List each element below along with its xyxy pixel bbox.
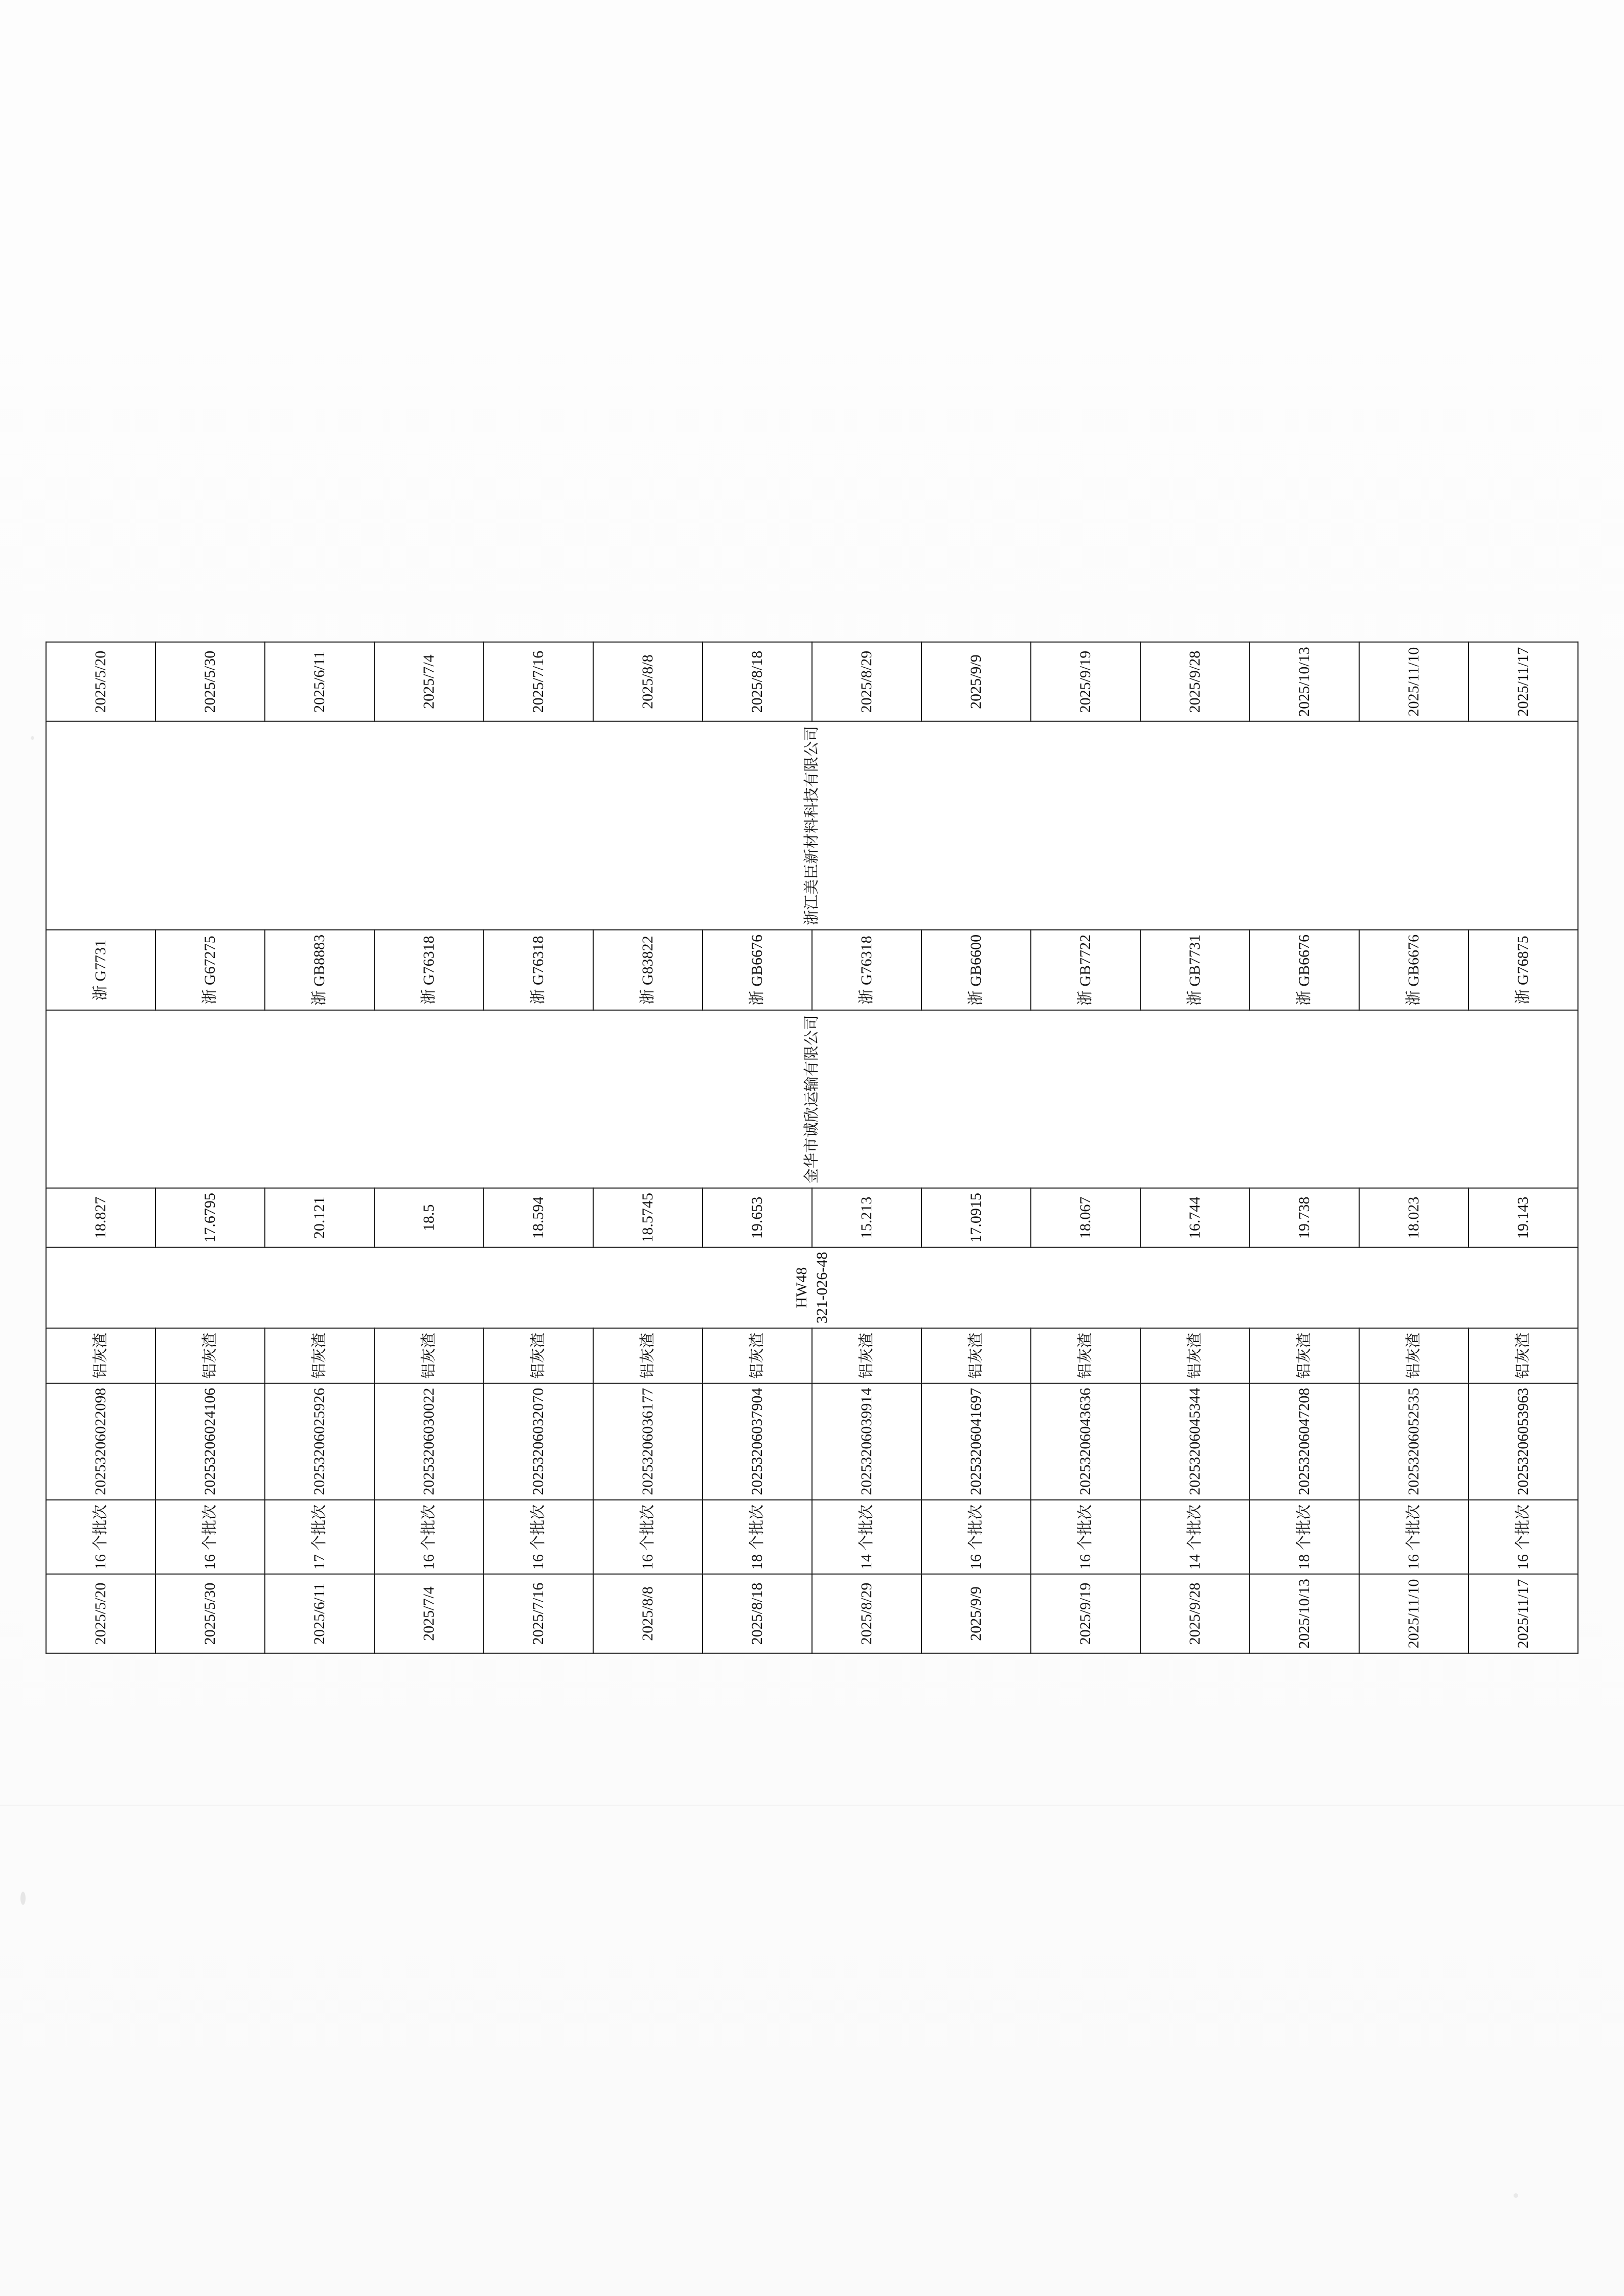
cell-weight: 18.5 bbox=[374, 1188, 484, 1247]
cell-weight: 19.738 bbox=[1250, 1188, 1359, 1247]
cell-date-in: 2025/7/16 bbox=[484, 642, 593, 721]
cell-weight: 17.6795 bbox=[155, 1188, 265, 1247]
cell-date-out: 2025/8/8 bbox=[593, 1574, 703, 1653]
cell-waste-name: 铝灰渣 bbox=[593, 1328, 703, 1383]
cell-plate: 浙 GB6676 bbox=[1359, 930, 1469, 1010]
cell-waste-name: 铝灰渣 bbox=[265, 1328, 374, 1383]
cell-waste-name: 铝灰渣 bbox=[374, 1328, 484, 1383]
cell-plate: 浙 GB6676 bbox=[1250, 930, 1359, 1010]
scan-speck bbox=[1514, 2193, 1518, 2198]
cell-date-in: 2025/6/11 bbox=[265, 642, 374, 721]
cell-waste-name: 铝灰渣 bbox=[921, 1328, 1031, 1383]
cell-date-in: 2025/7/4 bbox=[374, 642, 484, 721]
cell-batches: 18 个批次 bbox=[1250, 1500, 1359, 1575]
cell-plate: 浙 GB7731 bbox=[1140, 930, 1250, 1010]
cell-manifest-no: 20253206025926 bbox=[265, 1383, 374, 1500]
cell-date-in: 2025/10/13 bbox=[1250, 642, 1359, 721]
cell-plate: 浙 G67275 bbox=[155, 930, 265, 1010]
cell-batches: 14 个批次 bbox=[812, 1500, 921, 1575]
cell-weight: 18.023 bbox=[1359, 1188, 1469, 1247]
cell-date-in: 2025/8/29 bbox=[812, 642, 921, 721]
cell-date-out: 2025/9/9 bbox=[921, 1574, 1031, 1653]
cell-batches: 16 个批次 bbox=[1031, 1500, 1140, 1575]
cell-weight: 18.067 bbox=[1031, 1188, 1140, 1247]
cell-plate: 浙 GB7722 bbox=[1031, 930, 1140, 1010]
scan-speck bbox=[31, 736, 34, 740]
cell-date-in: 2025/5/30 bbox=[155, 642, 265, 721]
cell-plate: 浙 GB6676 bbox=[703, 930, 812, 1010]
cell-date-in: 2025/11/10 bbox=[1359, 642, 1469, 721]
cell-date-in: 2025/9/28 bbox=[1140, 642, 1250, 721]
cell-date-in: 2025/8/8 bbox=[593, 642, 703, 721]
cell-date-out: 2025/11/17 bbox=[1469, 1574, 1578, 1653]
cell-date-out: 2025/8/18 bbox=[703, 1574, 812, 1653]
cell-waste-name: 铝灰渣 bbox=[1359, 1328, 1469, 1383]
cell-waste-name: 铝灰渣 bbox=[46, 1328, 155, 1383]
cell-batches: 16 个批次 bbox=[46, 1500, 155, 1575]
table-body bbox=[46, 642, 1578, 1653]
cell-date-out: 2025/9/19 bbox=[1031, 1574, 1140, 1653]
cell-waste-name: 铝灰渣 bbox=[812, 1328, 921, 1383]
cell-batches: 16 个批次 bbox=[593, 1500, 703, 1575]
cell-manifest-no: 20253206030022 bbox=[374, 1383, 484, 1500]
cell-date-in: 2025/8/18 bbox=[703, 642, 812, 721]
cell-waste-name: 铝灰渣 bbox=[1469, 1328, 1578, 1383]
cell-weight: 18.827 bbox=[46, 1188, 155, 1247]
waste-category-code: HW48 bbox=[793, 1267, 810, 1308]
cell-batches: 16 个批次 bbox=[374, 1500, 484, 1575]
cell-manifest-no: 20253206032070 bbox=[484, 1383, 593, 1500]
cell-date-in: 2025/9/19 bbox=[1031, 642, 1140, 721]
cell-date-out: 2025/7/16 bbox=[484, 1574, 593, 1653]
table-row bbox=[46, 642, 155, 1653]
cell-waste-name: 铝灰渣 bbox=[1250, 1328, 1359, 1383]
cell-date-out: 2025/9/28 bbox=[1140, 1574, 1250, 1653]
cell-date-in: 2025/5/20 bbox=[46, 642, 155, 721]
cell-weight: 19.653 bbox=[703, 1188, 812, 1247]
cell-manifest-no: 20253206053963 bbox=[1469, 1383, 1578, 1500]
cell-weight: 18.594 bbox=[484, 1188, 593, 1247]
cell-weight: 18.5745 bbox=[593, 1188, 703, 1247]
cell-waste-name: 铝灰渣 bbox=[484, 1328, 593, 1383]
cell-date-out: 2025/5/20 bbox=[46, 1574, 155, 1653]
cell-batches: 16 个批次 bbox=[484, 1500, 593, 1575]
cell-date-in: 2025/11/17 bbox=[1469, 642, 1578, 721]
cell-plate: 浙 G76318 bbox=[484, 930, 593, 1010]
scan-fold-line bbox=[0, 1805, 1624, 1806]
cell-plate: 浙 G7731 bbox=[46, 930, 155, 1010]
cell-weight: 20.121 bbox=[265, 1188, 374, 1247]
cell-waste-name: 铝灰渣 bbox=[1140, 1328, 1250, 1383]
cell-date-out: 2025/5/30 bbox=[155, 1574, 265, 1653]
cell-date-out: 2025/11/10 bbox=[1359, 1574, 1469, 1653]
cell-manifest-no: 20253206045344 bbox=[1140, 1383, 1250, 1500]
cell-waste-category bbox=[46, 1247, 1578, 1328]
cell-waste-name: 铝灰渣 bbox=[703, 1328, 812, 1383]
cell-date-in: 2025/9/9 bbox=[921, 642, 1031, 721]
scan-speck bbox=[20, 1892, 26, 1905]
cell-batches: 18 个批次 bbox=[703, 1500, 812, 1575]
cell-date-out: 2025/10/13 bbox=[1250, 1574, 1359, 1653]
cell-manifest-no: 20253206037904 bbox=[703, 1383, 812, 1500]
cell-batches: 16 个批次 bbox=[1469, 1500, 1578, 1575]
cell-plate: 浙 G76875 bbox=[1469, 930, 1578, 1010]
cell-weight: 19.143 bbox=[1469, 1188, 1578, 1247]
cell-waste-name: 铝灰渣 bbox=[1031, 1328, 1140, 1383]
cell-manifest-no: 20253206052535 bbox=[1359, 1383, 1469, 1500]
cell-carrier: 金华市诚欣运输有限公司 bbox=[46, 1010, 1578, 1188]
cell-plate: 浙 G76318 bbox=[374, 930, 484, 1010]
cell-manifest-no: 20253206022098 bbox=[46, 1383, 155, 1500]
cell-waste-name: 铝灰渣 bbox=[155, 1328, 265, 1383]
cell-date-out: 2025/8/29 bbox=[812, 1574, 921, 1653]
waste-category-catalog: 321-026-48 bbox=[814, 1252, 830, 1324]
cell-weight: 16.744 bbox=[1140, 1188, 1250, 1247]
cell-receiver: 浙江美臣新材料科技有限公司 bbox=[46, 721, 1578, 930]
cell-batches: 16 个批次 bbox=[1359, 1500, 1469, 1575]
cell-manifest-no: 20253206024106 bbox=[155, 1383, 265, 1500]
cell-date-out: 2025/7/4 bbox=[374, 1574, 484, 1653]
transfer-record-table bbox=[46, 642, 1578, 1654]
cell-batches: 17 个批次 bbox=[265, 1500, 374, 1575]
cell-manifest-no: 20253206043636 bbox=[1031, 1383, 1140, 1500]
cell-weight: 17.0915 bbox=[921, 1188, 1031, 1247]
cell-plate: 浙 G83822 bbox=[593, 930, 703, 1010]
cell-weight: 15.213 bbox=[812, 1188, 921, 1247]
cell-batches: 16 个批次 bbox=[921, 1500, 1031, 1575]
cell-manifest-no: 20253206041697 bbox=[921, 1383, 1031, 1500]
cell-batches: 16 个批次 bbox=[155, 1500, 265, 1575]
cell-manifest-no: 20253206047208 bbox=[1250, 1383, 1359, 1500]
cell-manifest-no: 20253206036177 bbox=[593, 1383, 703, 1500]
cell-batches: 14 个批次 bbox=[1140, 1500, 1250, 1575]
cell-manifest-no: 20253206039914 bbox=[812, 1383, 921, 1500]
cell-date-out: 2025/6/11 bbox=[265, 1574, 374, 1653]
cell-plate: 浙 GB8883 bbox=[265, 930, 374, 1010]
cell-plate: 浙 GB6600 bbox=[921, 930, 1031, 1010]
cell-plate: 浙 G76318 bbox=[812, 930, 921, 1010]
